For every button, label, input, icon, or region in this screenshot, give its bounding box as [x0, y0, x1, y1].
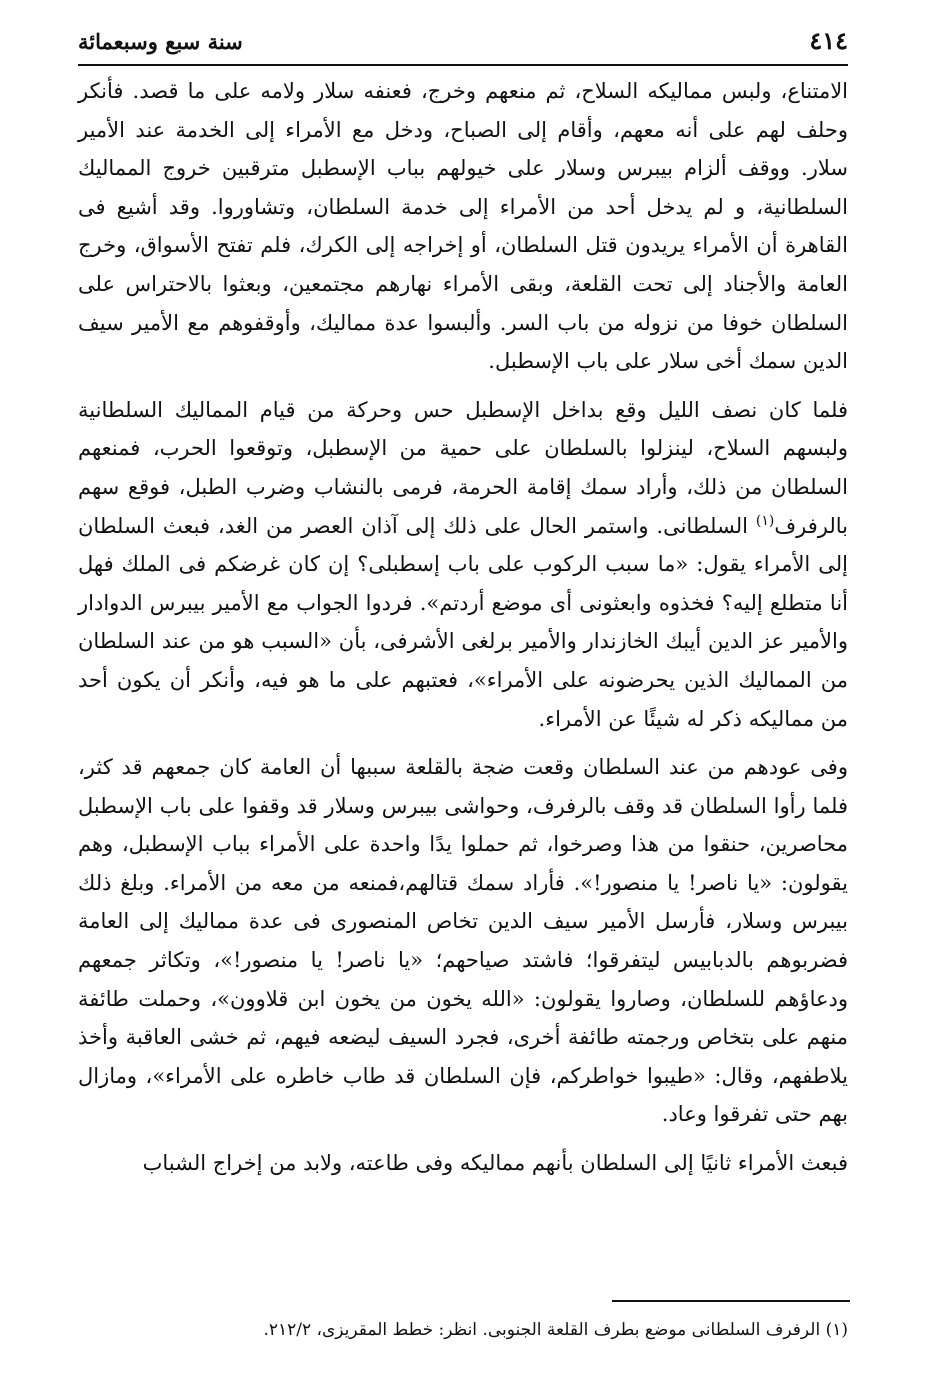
paragraph-2-continuation: السلطانى. واستمر الحال على ذلك إلى آذان العصر من الغد، فبعث السلطان إلى الأمراء يقول: «ما سبب الركوب على باب إسطبلى؟ إن كان غرضكم فى الملك فهل أنا متطلع إليه؟ فخذوه وابعثونى أى موضع أردتم». فردوا الجواب مع الأمير بيبرس الدوادار والأمير عز الدين أيبك الخازندار والأمير برلغى الأشرفى، بأن «السبب هو من عند السلطان من المماليك الذين يحرضونه على الأمراء»، فعتبهم على ما هو فيه، وأنكر أن يكون أحد من مماليكه ذكر له شيئًا عن الأمراء.	[78, 513, 848, 731]
footnote: (١) الرفرف السلطانى موضع بطرف القلعة الجنوبى. انظر: خطط المقريزى، ٢١٢/٢.	[263, 1320, 848, 1340]
paragraph-2	[78, 391, 848, 738]
paragraph-1: الامتناع، ولبس مماليكه السلاح، ثم منعهم وخرج، فعنفه سلار ولامه على ما قصد. فأنكر وحلف لهم على أنه معهم، وأقام إلى الصباح، ودخل مع الأمراء إلى الخدمة عند الأمير سلار. ووقف ألزام بيبرس وسلار على خيولهم بباب الإسطبل مترقبين خروج المماليك السلطانية، و لم يدخل أحد من الأمراء إلى خدمة السلطان، وتشاوروا. وقد أشيع فى القاهرة أن الأمراء يريدون قتل السلطان، أو إخراجه إلى الكرك، فلم تفتح الأسواق، وخرج العامة والأجناد إلى تحت القلعة، وبقى الأمراء نهارهم مجتمعين، وبعثوا بالاحتراس على السلطان خوفا من نزوله من باب السر. وألبسوا عدة مماليك، وأوقفوهم مع الأمير سيف الدين سمك أخى سلار على باب الإسطبل.	[78, 79, 848, 374]
footnote-divider	[612, 1300, 850, 1302]
footnote-reference: (١)	[755, 512, 775, 529]
page-header	[78, 26, 848, 66]
page-body	[78, 26, 848, 1193]
paragraph-4: فبعث الأمراء ثانيًا إلى السلطان بأنهم مماليكه وفى طاعته، ولابد من إخراج الشباب	[142, 1151, 848, 1176]
paragraph-2-text: فلما كان نصف الليل وقع بداخل الإسطبل حس وحركة من قيام المماليك السلطانية ولبسهم السلاح، لينزلوا بالسلطان على حمية من الإسطبل، وتوقعوا الحرب، فمنعهم السلطان من ذلك، وأراد سمك إقامة الحرمة، فرمى بالنشاب وضرب الطبل، فوقع سهم بالرفرف	[78, 397, 848, 538]
page-number: ٤١٤	[809, 26, 848, 55]
paragraph-3: وفى عودهم من عند السلطان وقعت ضجة بالقلعة سببها أن العامة كان جمعهم قد كثر، فلما رأوا السلطان قد وقف بالرفرف، وحواشى بيبرس وسلار قد وقفوا على باب الإسطبل محاصرين، حنقوا من هذا وصرخوا، ثم حملوا يدًا واحدة على الأمراء بباب الإسطبل، وهم يقولون: «يا ناصر! يا منصور!». فأراد سمك قتالهم،فمنعه من معه من الأمراء. وبلغ ذلك بيبرس وسلار، فأرسل الأمير سيف الدين تخاص المنصورى فى عدة مماليك إلى العامة فضربوهم بالدبابيس ليتفرقوا؛ فاشتد صياحهم؛ «يا ناصر! يا منصور!»، وتكاثر جمعهم ودعاؤهم للسلطان، وصاروا يقولون: «الله يخون من يخون ابن قلاوون»، وحملت طائفة منهم على بتخاص ورجمته طائفة أخرى، فجرد السيف ليضعه فيهم، ثم خشى العاقبة وأخذ يلاطفهم، وقال: «طيبوا خواطركم، فإن السلطان قد طاب خاطره على الأمراء»، ومازال بهم حتى تفرقوا وعاد.	[78, 755, 848, 1127]
running-title: سنة سبع وسبعمائة	[78, 29, 243, 54]
